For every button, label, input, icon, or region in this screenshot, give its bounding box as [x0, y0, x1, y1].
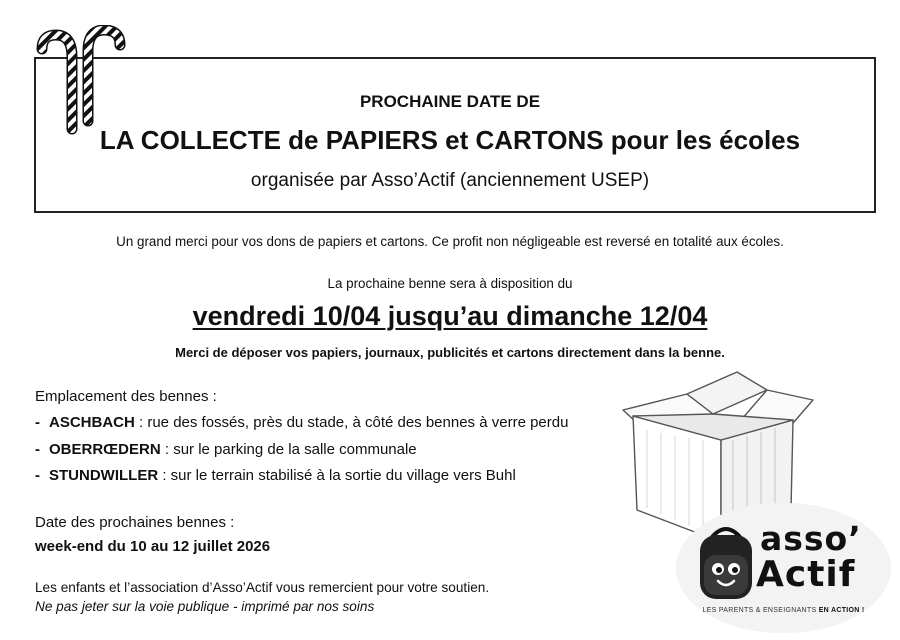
- thanks-line: Un grand merci pour vos dons de papiers et cartons. Ce profit non négligeable est reversé en totalité aux écoles.: [116, 234, 784, 249]
- logo-word-actif: Actif: [756, 554, 856, 595]
- location-item: [35, 467, 516, 484]
- location-name: OBERRŒDERN: [49, 441, 161, 458]
- next-collection-label: La prochaine benne sera à disposition du: [327, 276, 573, 291]
- location-item: [35, 441, 417, 458]
- footer-note: Ne pas jeter sur la voie publique - imprimé par nos soins: [35, 599, 375, 614]
- next-dates-value: week-end du 10 au 12 juillet 2026: [35, 538, 271, 555]
- next-collection-dates: vendredi 10/04 jusqu’au dimanche 12/04: [192, 301, 708, 331]
- main-title: LA COLLECTE de PAPIERS et CARTONS pour les écoles: [99, 125, 801, 155]
- closing-thanks: Les enfants et l’association d’Asso’Actif vous remercient pour votre soutien.: [35, 580, 490, 595]
- location-item: [35, 414, 568, 431]
- logo-tagline-strong: EN ACTION !: [818, 607, 865, 614]
- organizer-line: organisée par Asso’Actif (anciennement USEP): [250, 170, 650, 191]
- logo-tagline: [686, 607, 881, 614]
- asso-actif-logo: [676, 503, 891, 633]
- location-detail: : sur le parking de la salle communale: [160, 441, 417, 458]
- location-detail: : rue des fossés, près du stade, à côté des bennes à verre perdu: [134, 414, 569, 431]
- list-dash: -: [35, 414, 40, 431]
- backpack-mascot-icon: [694, 521, 758, 603]
- location-name: ASCHBACH: [49, 414, 135, 431]
- location-name: STUNDWILLER: [49, 467, 159, 484]
- locations-heading: Emplacement des bennes :: [35, 388, 217, 405]
- logo-word-asso: asso’: [760, 519, 862, 558]
- list-dash: -: [35, 467, 40, 484]
- deposit-instructions: Merci de déposer vos papiers, journaux, publicités et cartons directement dans la benne.: [175, 345, 725, 360]
- logo-tagline-prefix: LES PARENTS & ENSEIGNANTS: [702, 607, 819, 614]
- pre-title: PROCHAINE DATE DE: [359, 92, 541, 111]
- location-detail: : sur le terrain stabilisé à la sortie du village vers Buhl: [158, 467, 516, 484]
- candy-canes-icon: [36, 25, 128, 135]
- next-dates-heading: Date des prochaines bennes :: [35, 514, 235, 531]
- list-dash: -: [35, 441, 40, 458]
